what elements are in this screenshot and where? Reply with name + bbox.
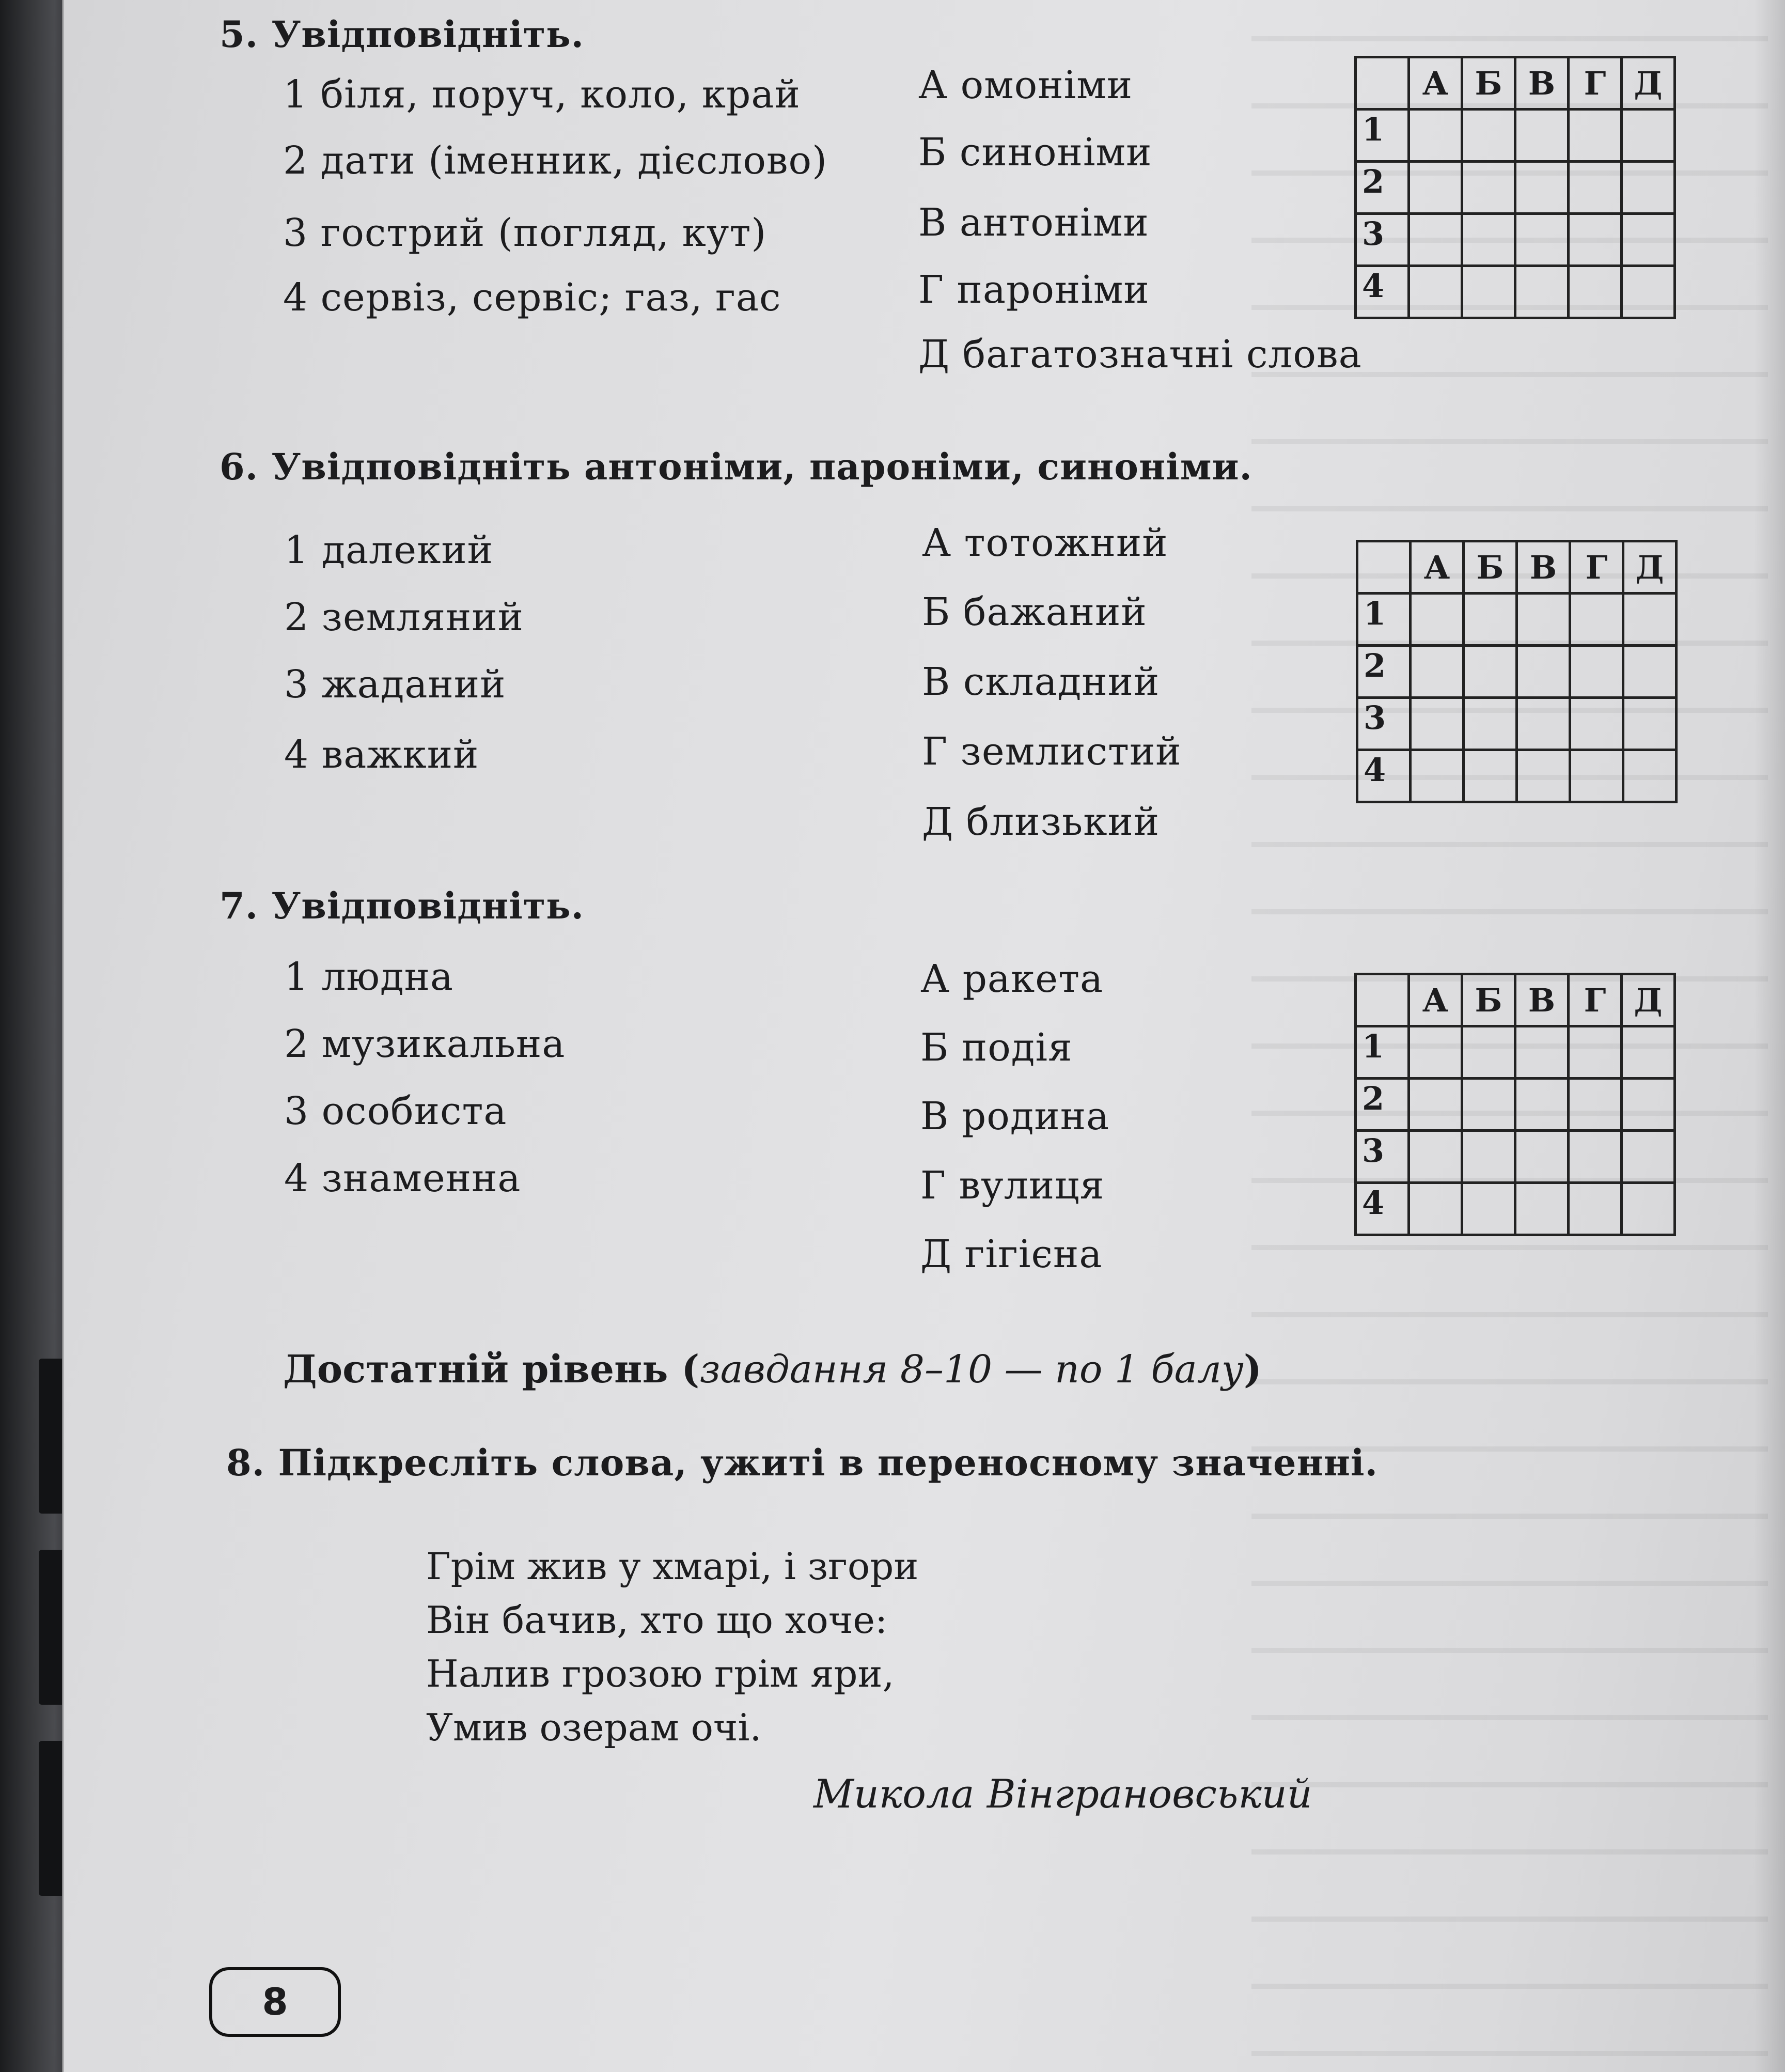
task-7-left-3: 3 особиста — [284, 1089, 507, 1133]
task-5-heading — [220, 13, 584, 56]
answer-cell[interactable] — [1462, 162, 1515, 214]
grid-col-header: Д — [1622, 57, 1675, 110]
grid-col-header: Г — [1569, 57, 1622, 110]
task-number: 5. — [220, 13, 259, 56]
answer-cell[interactable] — [1464, 594, 1517, 646]
answer-cell[interactable] — [1517, 698, 1570, 750]
page-edge-shadow — [1754, 0, 1785, 2072]
grid-col-header: А — [1409, 57, 1462, 110]
answer-cell[interactable] — [1622, 1026, 1675, 1079]
task-6-right-d: Г землистий — [922, 729, 1182, 774]
answer-cell[interactable] — [1517, 646, 1570, 698]
answer-cell[interactable] — [1411, 750, 1464, 802]
answer-cell[interactable] — [1515, 162, 1569, 214]
task-5-left-1: 1 біля, поруч, коло, край — [283, 72, 801, 117]
answer-cell[interactable] — [1569, 266, 1622, 318]
answer-cell[interactable] — [1462, 266, 1515, 318]
answer-cell[interactable] — [1623, 646, 1677, 698]
answer-cell[interactable] — [1622, 162, 1675, 214]
grid-row-header: 2 — [1356, 1079, 1409, 1131]
answer-cell[interactable] — [1462, 1026, 1515, 1079]
poem-line[interactable]: Грім жив у хмарі, і згори — [426, 1545, 919, 1588]
answer-cell[interactable] — [1570, 594, 1623, 646]
answer-cell[interactable] — [1462, 1079, 1515, 1131]
answer-cell[interactable] — [1464, 646, 1517, 698]
answer-cell[interactable] — [1569, 162, 1622, 214]
answer-cell[interactable] — [1569, 1183, 1622, 1235]
answer-cell[interactable] — [1569, 1131, 1622, 1183]
task-5-right-b: Б синоніми — [918, 130, 1152, 175]
answer-cell[interactable] — [1462, 1131, 1515, 1183]
answer-cell[interactable] — [1515, 214, 1569, 266]
answer-cell[interactable] — [1462, 214, 1515, 266]
grid-corner — [1356, 974, 1409, 1026]
grid-corner — [1357, 541, 1411, 594]
grid-col-header: Д — [1623, 541, 1677, 594]
poem-line[interactable]: Він бачив, хто що хоче: — [426, 1598, 888, 1642]
answer-cell[interactable] — [1462, 110, 1515, 162]
grid-col-header: А — [1411, 541, 1464, 594]
answer-cell[interactable] — [1462, 1183, 1515, 1235]
poem-line[interactable]: Налив грозою грім яри, — [426, 1652, 895, 1695]
answer-cell[interactable] — [1515, 1026, 1569, 1079]
answer-cell[interactable] — [1570, 698, 1623, 750]
answer-cell[interactable] — [1515, 266, 1569, 318]
grid-col-header: Б — [1462, 57, 1515, 110]
grid-row-header: 1 — [1356, 1026, 1409, 1079]
answer-cell[interactable] — [1409, 1079, 1462, 1131]
task-6-left-4: 4 важкий — [284, 733, 479, 777]
grid-col-header: В — [1515, 57, 1569, 110]
task-7-left-1: 1 людна — [284, 955, 454, 999]
task-7-right-a: А ракета — [920, 957, 1104, 1001]
page-number: 8 — [209, 1967, 341, 2037]
answer-cell[interactable] — [1464, 750, 1517, 802]
answer-cell[interactable] — [1569, 110, 1622, 162]
answer-cell[interactable] — [1409, 1183, 1462, 1235]
answer-cell[interactable] — [1409, 214, 1462, 266]
task-7-right-c: В родина — [920, 1094, 1110, 1139]
poem-line[interactable]: Умив озерам очі. — [426, 1706, 762, 1749]
level-paren-close: ) — [1243, 1347, 1262, 1392]
level-note: завдання 8–10 — по 1 балу — [699, 1347, 1244, 1392]
answer-cell[interactable] — [1569, 1026, 1622, 1079]
task-title: Підкресліть слова, ужиті в переносному значенні. — [278, 1441, 1378, 1484]
answer-cell[interactable] — [1622, 1183, 1675, 1235]
answer-cell[interactable] — [1409, 1131, 1462, 1183]
answer-cell[interactable] — [1623, 594, 1677, 646]
poem — [426, 1539, 918, 1754]
grid-row-header: 1 — [1357, 594, 1411, 646]
grid-row-header: 3 — [1356, 214, 1409, 266]
task-6-right-b: Б бажаний — [922, 590, 1147, 634]
task-7-left-2: 2 музикальна — [284, 1022, 566, 1066]
grid-col-header: А — [1409, 974, 1462, 1026]
grid-col-header: Д — [1622, 974, 1675, 1026]
task-5-right-e: Д багатозначні слова — [918, 332, 1362, 377]
grid-row-header: 1 — [1356, 110, 1409, 162]
task-7-heading — [220, 884, 584, 927]
answer-cell[interactable] — [1464, 698, 1517, 750]
grid-col-header: Г — [1570, 541, 1623, 594]
answer-cell[interactable] — [1411, 698, 1464, 750]
answer-cell[interactable] — [1515, 1131, 1569, 1183]
grid-row-header: 3 — [1357, 698, 1411, 750]
grid-col-header: В — [1517, 541, 1570, 594]
task-6-left-3: 3 жаданий — [284, 662, 506, 707]
answer-cell[interactable] — [1570, 750, 1623, 802]
answer-cell[interactable] — [1623, 750, 1677, 802]
task-number: 8. — [226, 1441, 265, 1484]
answer-grid-6 — [1356, 540, 1678, 803]
answer-grid-7 — [1354, 973, 1676, 1236]
answer-cell[interactable] — [1409, 1026, 1462, 1079]
answer-cell[interactable] — [1622, 110, 1675, 162]
answer-cell[interactable] — [1409, 266, 1462, 318]
answer-cell[interactable] — [1515, 1183, 1569, 1235]
answer-cell[interactable] — [1515, 110, 1569, 162]
grid-row-header: 4 — [1356, 1183, 1409, 1235]
task-7-right-d: Г вулиця — [920, 1163, 1105, 1208]
answer-cell[interactable] — [1517, 594, 1570, 646]
answer-cell[interactable] — [1569, 214, 1622, 266]
answer-cell[interactable] — [1623, 698, 1677, 750]
task-6-right-a: А тотожний — [922, 521, 1168, 565]
answer-grid-5 — [1354, 56, 1676, 319]
task-6-left-1: 1 далекий — [284, 528, 493, 572]
grid-row-header: 2 — [1357, 646, 1411, 698]
answer-cell[interactable] — [1409, 110, 1462, 162]
task-title: Увідповідніть. — [271, 13, 585, 56]
grid-row-header: 2 — [1356, 162, 1409, 214]
level-heading — [283, 1347, 1262, 1392]
task-6-right-c: В складний — [922, 660, 1160, 704]
task-5-left-3: 3 гострий (погляд, кут) — [283, 211, 767, 255]
task-5-left-4: 4 сервіз, сервіс; газ, гас — [283, 275, 781, 320]
grid-row-header: 3 — [1356, 1131, 1409, 1183]
grid-col-header: Г — [1569, 974, 1622, 1026]
answer-cell[interactable] — [1622, 1079, 1675, 1131]
poem-author: Микола Вінграновський — [813, 1771, 1312, 1817]
task-title: Увідповідніть антоніми, пароніми, синоніми. — [271, 445, 1252, 488]
answer-cell[interactable] — [1515, 1079, 1569, 1131]
answer-cell[interactable] — [1569, 1079, 1622, 1131]
task-5-left-2: 2 дати (іменник, дієслово) — [283, 138, 827, 183]
task-7-right-b: Б подія — [920, 1025, 1073, 1070]
task-number: 7. — [220, 884, 259, 927]
answer-cell[interactable] — [1411, 594, 1464, 646]
task-title: Увідповідніть. — [271, 884, 585, 927]
task-5-right-c: В антоніми — [918, 200, 1149, 245]
answer-cell[interactable] — [1570, 646, 1623, 698]
task-6-left-2: 2 земляний — [284, 595, 524, 640]
task-6-right-e: Д близький — [922, 800, 1160, 844]
grid-row-header: 4 — [1356, 266, 1409, 318]
answer-cell[interactable] — [1622, 214, 1675, 266]
answer-cell[interactable] — [1622, 1131, 1675, 1183]
grid-corner — [1356, 57, 1409, 110]
answer-cell[interactable] — [1622, 266, 1675, 318]
grid-col-header: В — [1515, 974, 1569, 1026]
task-7-right-e: Д гігієна — [920, 1232, 1103, 1276]
task-number: 6. — [220, 445, 259, 488]
grid-row-header: 4 — [1357, 750, 1411, 802]
level-paren-open: ( — [681, 1347, 700, 1392]
task-5-right-d: Г пароніми — [918, 268, 1150, 312]
answer-cell[interactable] — [1517, 750, 1570, 802]
task-5-right-a: А омоніми — [918, 63, 1133, 107]
answer-cell[interactable] — [1411, 646, 1464, 698]
task-8-heading — [226, 1441, 1378, 1484]
task-6-heading — [220, 445, 1252, 488]
answer-cell[interactable] — [1409, 162, 1462, 214]
level-name: Достатній рівень — [283, 1347, 668, 1392]
grid-col-header: Б — [1464, 541, 1517, 594]
grid-col-header: Б — [1462, 974, 1515, 1026]
task-7-left-4: 4 знаменна — [284, 1156, 521, 1201]
